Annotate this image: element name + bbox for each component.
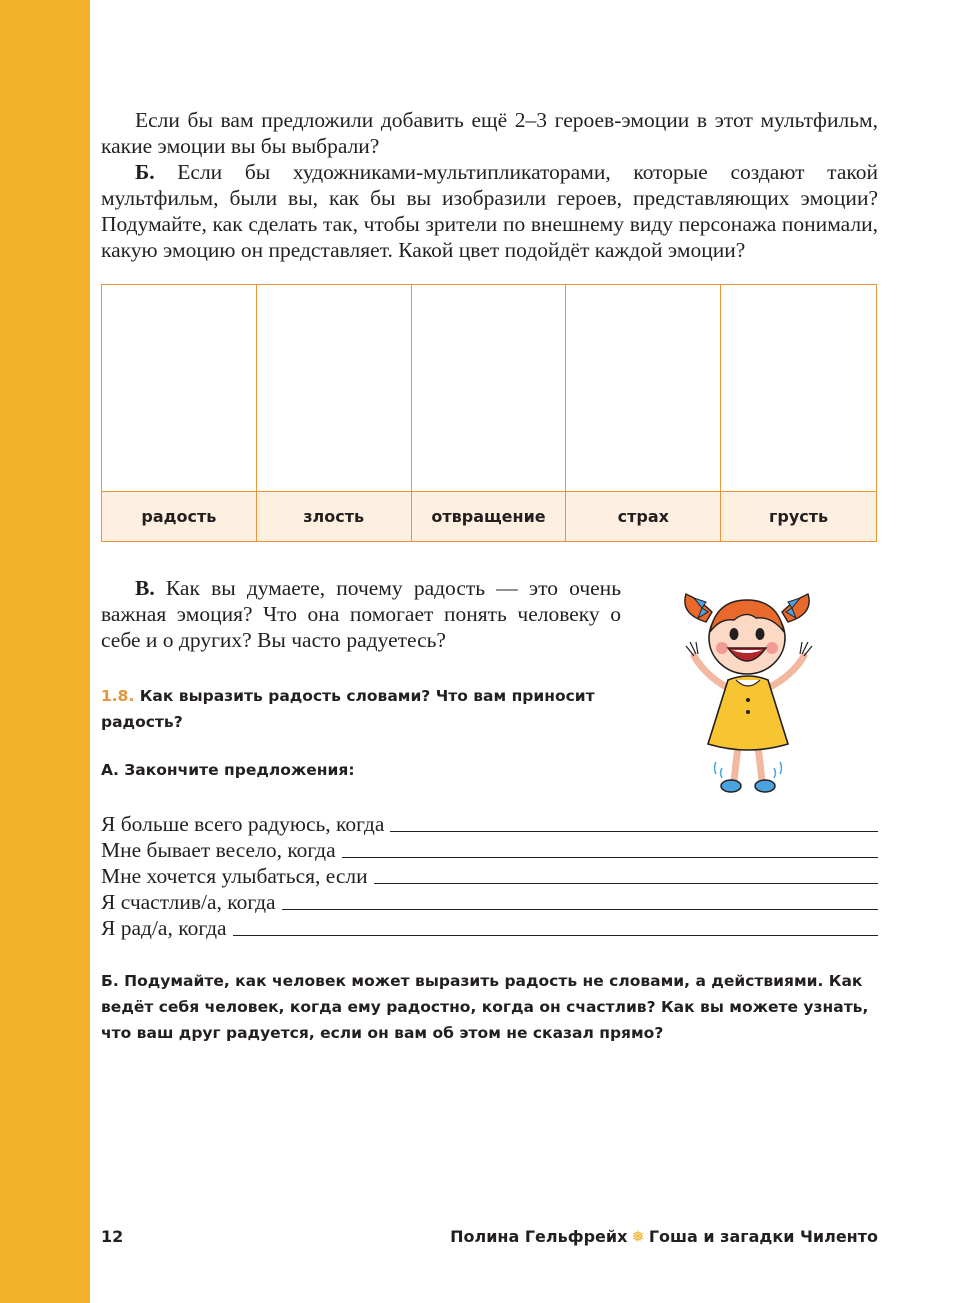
answer-line[interactable] xyxy=(342,857,878,858)
sentence-row xyxy=(101,837,878,863)
sentence-start: Мне хочется улыбаться, если xyxy=(101,864,368,888)
emotion-label-joy: радость xyxy=(102,492,257,541)
paragraph-v-text: Как вы думаете, почему радость — это очень важная эмоция? Что она помогает понять человеку о себе и о других? Вы часто радуетесь? xyxy=(101,576,621,652)
answer-line[interactable] xyxy=(390,831,878,832)
answer-line[interactable] xyxy=(233,935,878,936)
paragraph-b-text: Если бы художниками-мультипликаторами, которые создают такой мультфильм, были вы, как бы вы изобразили героев, представляющих эмоции? Подумайте, как сделать так, чтобы зрители по внешнему виду персонажа понимали, какую эмоцию он представляет. Какой цвет подойдёт каждой эмоции? xyxy=(101,160,878,262)
sentence-start: Мне бывает весело, когда xyxy=(101,838,336,862)
paragraph-v-lead: В. xyxy=(135,576,155,600)
intro-paragraph: Если бы вам предложили добавить ещё 2–3 героев-эмоции в этот мультфильм, какие эмоции вы бы выбрали? xyxy=(101,108,878,158)
sentence-row xyxy=(101,863,878,889)
task-heading xyxy=(101,683,621,735)
sentence-start: Я счастлив/а, когда xyxy=(101,890,276,914)
paragraph-v xyxy=(101,575,621,653)
paragraph-b-lead: Б. xyxy=(135,160,155,184)
task-number: 1.8. xyxy=(101,687,135,705)
snowflake-icon: ❅ xyxy=(631,1227,645,1246)
drawing-cell-anger[interactable] xyxy=(257,285,412,492)
task-title: Как выразить радость словами? Что вам приносит радость? xyxy=(101,687,595,731)
paragraph-b xyxy=(101,159,878,263)
drawing-cell-fear[interactable] xyxy=(566,285,721,492)
sentence-row xyxy=(101,811,878,837)
emotion-label-fear: страх xyxy=(566,492,721,541)
emotion-label-sadness: грусть xyxy=(721,492,876,541)
answer-line[interactable] xyxy=(374,883,878,884)
sentence-row xyxy=(101,915,878,941)
drawing-cell-disgust[interactable] xyxy=(412,285,567,492)
sentence-start: Я рад/а, когда xyxy=(101,916,227,940)
happy-girl-illustration xyxy=(676,576,826,798)
sentence-start: Я больше всего радуюсь, когда xyxy=(101,812,385,836)
running-footer xyxy=(450,1227,878,1246)
emotion-label-disgust: отвращение xyxy=(412,492,567,541)
emotion-drawing-grid xyxy=(101,284,877,542)
subtask-a-heading: А. Закончите предложения: xyxy=(101,761,355,779)
side-color-band xyxy=(0,0,90,1303)
subtask-b-text: Б. Подумайте, как человек может выразить радость не словами, а действиями. Как ведёт себя человек, когда ему радостно, когда он счастлив? Как вы можете узнать, что ваш друг радуется, если он вам об этом не сказал прямо? xyxy=(101,972,869,1042)
emotion-label-anger: злость xyxy=(257,492,412,541)
drawing-cell-joy[interactable] xyxy=(102,285,257,492)
footer-author: Полина Гельфрейх xyxy=(450,1227,628,1246)
page-number: 12 xyxy=(101,1227,124,1246)
drawing-cell-sadness[interactable] xyxy=(721,285,876,492)
footer-book-title: Гоша и загадки Чиленто xyxy=(648,1227,878,1246)
answer-line[interactable] xyxy=(282,909,878,910)
sentence-row xyxy=(101,889,878,915)
